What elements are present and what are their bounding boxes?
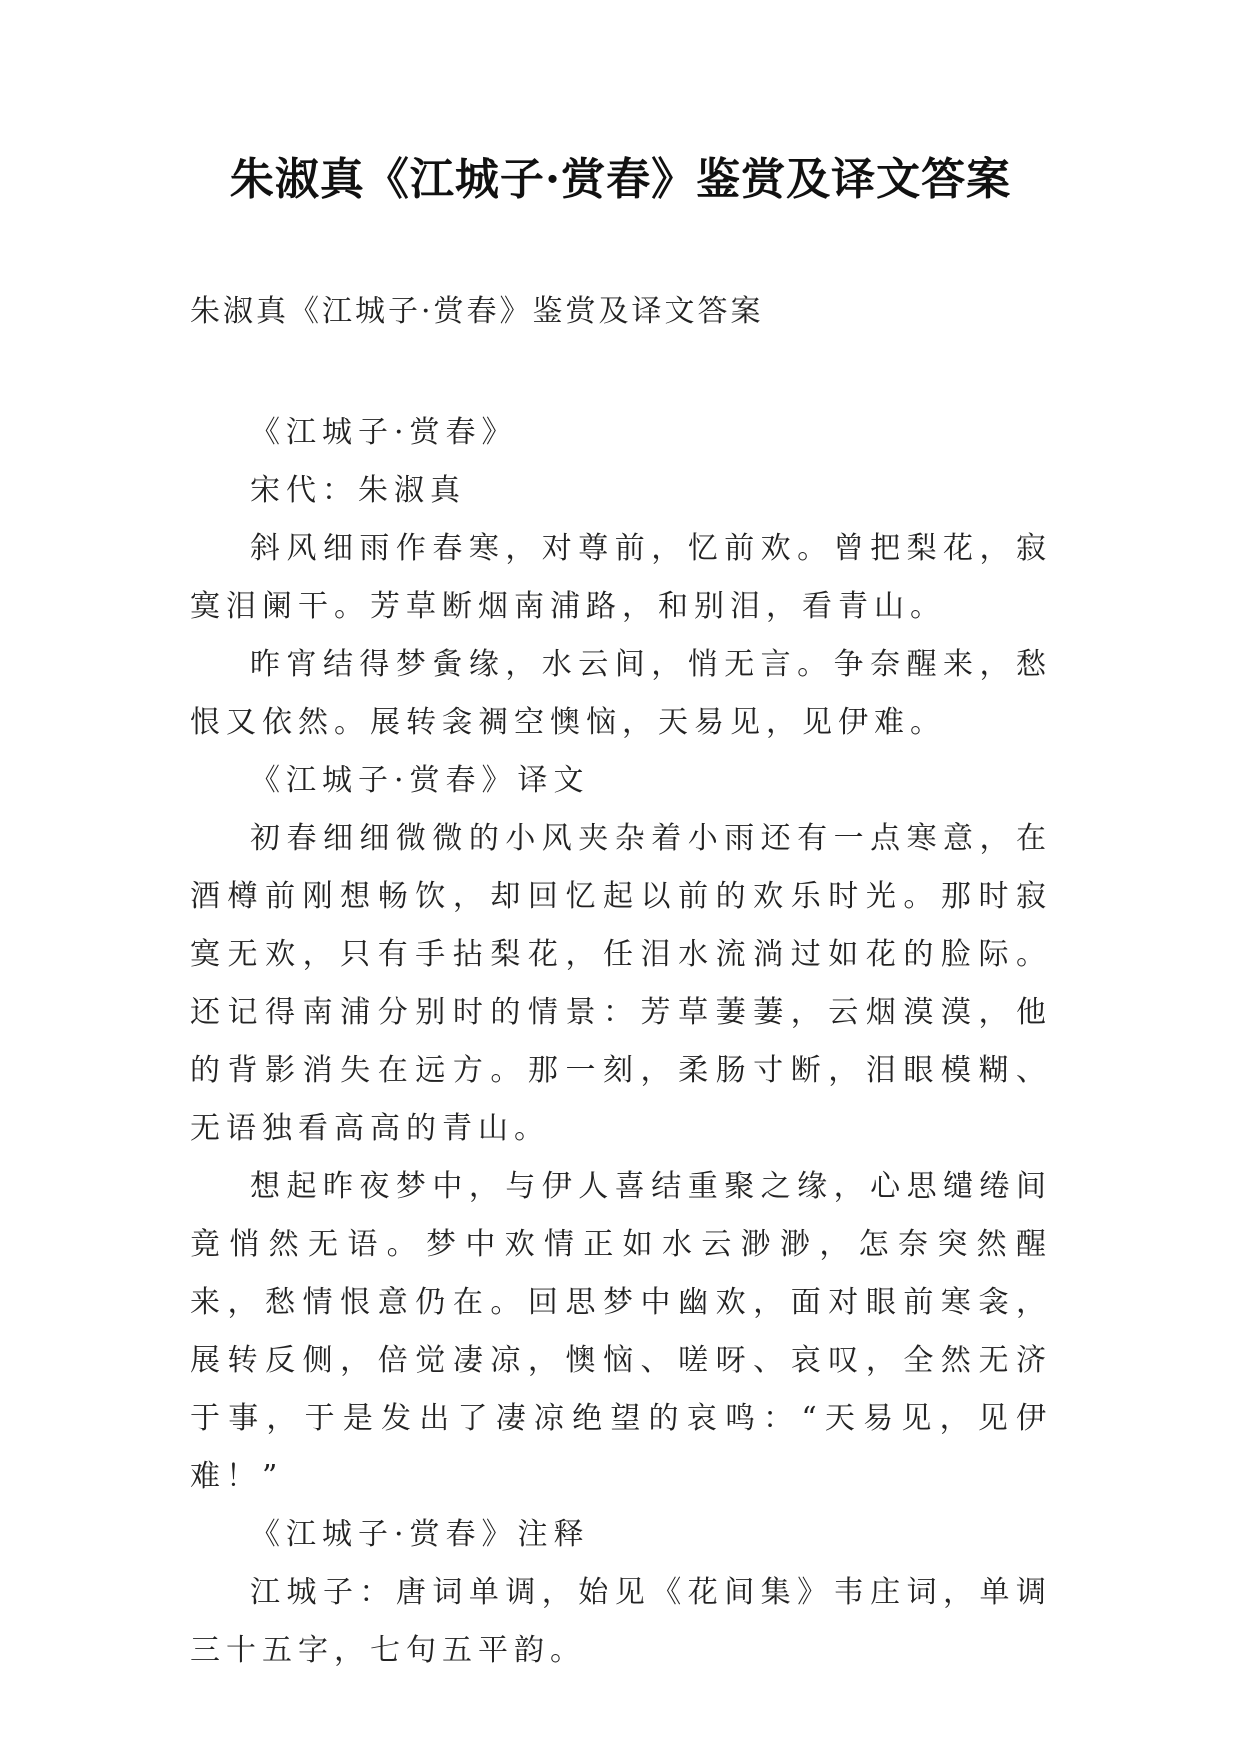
poem-stanza-2: 昨宵结得梦夤缘，水云间，悄无言。争奈醒来，愁恨又依然。展转衾裯空懊恼，天易见，见伊难。 <box>190 647 1052 740</box>
translation-paragraph-2: 想起昨夜梦中，与伊人喜结重聚之缘，心思缱绻间竟悄然无语。梦中欢情正如水云渺渺，怎奈突然醒来，愁情恨意仍在。回思梦中幽欢，面对眼前寒衾，展转反侧，倍觉凄凉，懊恼、嗟呀、哀叹，全然无济于事，于是发出了凄凉绝望的哀鸣：“天易见，见伊难！” <box>190 1169 1052 1494</box>
notes-heading: 《江城子·赏春》注释 <box>250 1517 590 1552</box>
poem-stanza-1: 斜风细雨作春寒，对尊前，忆前欢。曾把梨花，寂寞泪阑干。芳草断烟南浦路，和别泪，看青山。 <box>190 531 1052 624</box>
poem-author: 宋代：朱淑真 <box>250 473 466 508</box>
translation-paragraph-1: 初春细细微微的小风夹杂着小雨还有一点寒意，在酒樽前刚想畅饮，却回忆起以前的欢乐时光。那时寂寞无欢，只有手拈梨花，任泪水流淌过如花的脸际。还记得南浦分别时的情景：芳草萋萋，云烟漠漠，他的背影消失在远方。那一刻，柔肠寸断，泪眼模糊、无语独看高高的青山。 <box>190 821 1052 1146</box>
document-body <box>190 404 1052 1680</box>
notes-paragraph-1: 江城子：唐词单调，始见《花间集》韦庄词，单调三十五字，七句五平韵。 <box>190 1575 1052 1668</box>
poem-title: 《江城子·赏春》 <box>250 415 518 450</box>
document-title: 朱淑真《江城子·赏春》鉴赏及译文答案 <box>229 154 1012 205</box>
document-subtitle: 朱淑真《江城子·赏春》鉴赏及译文答案 <box>190 294 764 329</box>
translation-heading: 《江城子·赏春》译文 <box>250 763 590 798</box>
